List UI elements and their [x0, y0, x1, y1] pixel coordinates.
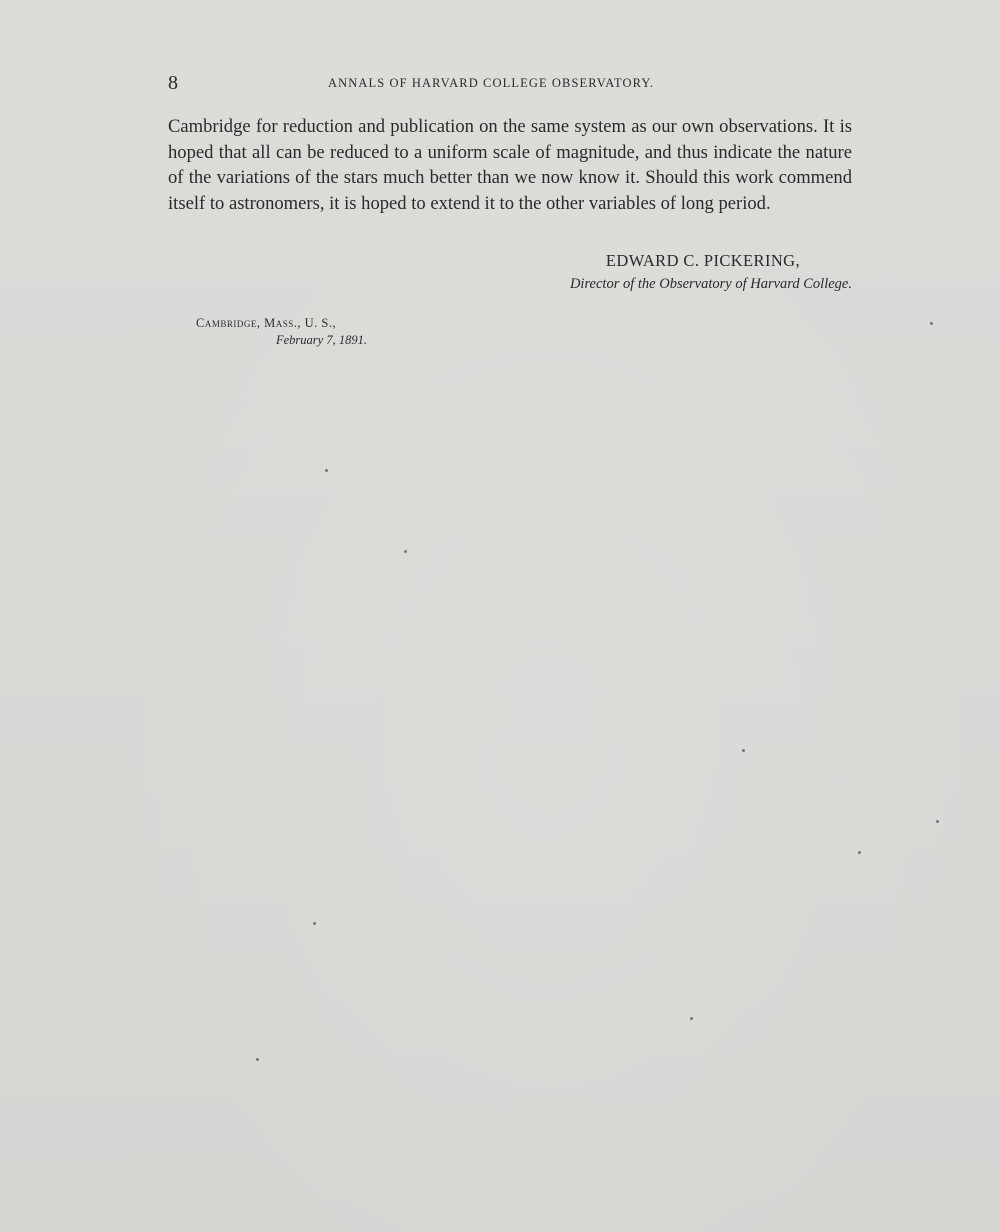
paper-speck	[936, 820, 939, 823]
paper-speck	[742, 749, 745, 752]
paper-speck	[690, 1017, 693, 1020]
body-paragraph: Cambridge for reduction and publication on the same system as our own observations. It is hoped that all can be reduced to a uniform scale of magnitude, and thus indicate the nature of the variations of the stars much better than we now know it. Should this work commend itself to astronomers, it is hoped to extend it to the other variables of long period.	[168, 116, 852, 214]
dateline-place: Cambridge, Mass., U. S.,	[196, 316, 337, 330]
paper-speck	[313, 922, 316, 925]
signature-block	[500, 250, 852, 295]
signatory-title: Director of the Observatory of Harvard College.	[569, 276, 852, 292]
dateline-date: February 7, 1891.	[276, 333, 367, 347]
page-number: 8	[168, 72, 178, 94]
paper-speck	[325, 469, 328, 472]
paper-speck	[930, 322, 933, 325]
paper-speck	[858, 851, 861, 854]
dateline	[196, 315, 386, 349]
page-header	[168, 72, 852, 94]
paper-speck	[256, 1058, 259, 1061]
running-title: ANNALS OF HARVARD COLLEGE OBSERVATORY.	[328, 76, 655, 90]
signatory-name: EDWARD C. PICKERING,	[605, 251, 800, 270]
paper-speck	[404, 550, 407, 553]
body-text	[168, 114, 852, 216]
